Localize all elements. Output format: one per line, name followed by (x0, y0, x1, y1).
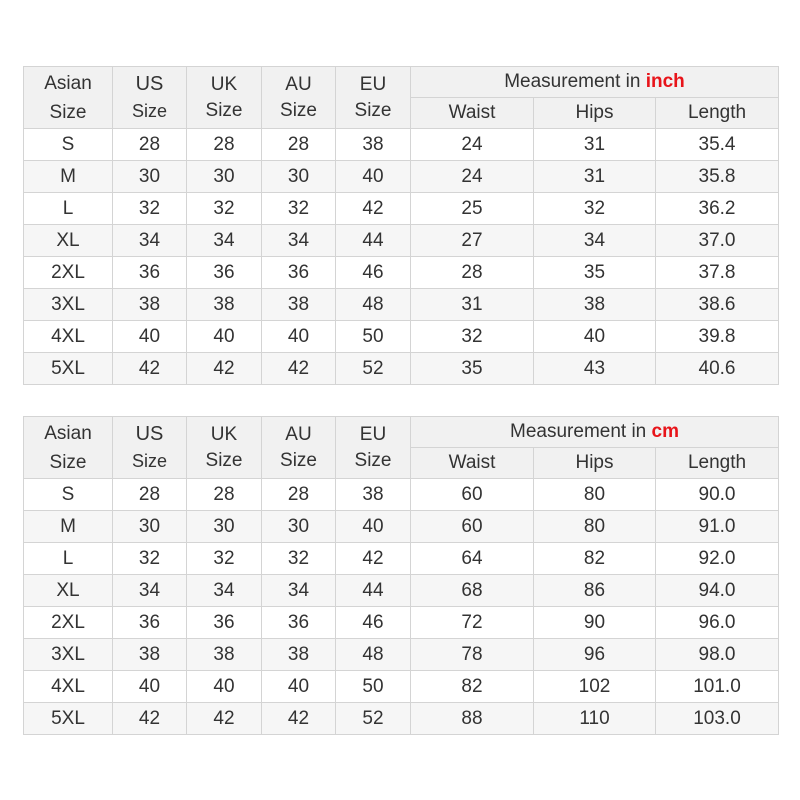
waist-cell: 32 (411, 321, 534, 353)
hips-cell: 110 (534, 703, 656, 735)
uk-size-cell: 28 (187, 129, 262, 161)
table-row (24, 353, 779, 385)
au-size-cell: 34 (262, 575, 336, 607)
inch-size-chart-table (23, 66, 779, 385)
au-size-cell: 38 (262, 639, 336, 671)
eu-size-cell: 52 (336, 353, 411, 385)
waist-cell: 24 (411, 129, 534, 161)
uk-size-header: UK Size (187, 417, 262, 479)
asian-size-cell: S (24, 129, 113, 161)
us-size-cell: 32 (113, 543, 187, 575)
eu-size-cell: 48 (336, 289, 411, 321)
hips-cell: 34 (534, 225, 656, 257)
measurement-unit: inch (645, 71, 685, 92)
waist-cell: 28 (411, 257, 534, 289)
asian-size-header: Asian Size (24, 67, 113, 129)
eu-size-cell: 38 (336, 479, 411, 511)
hips-cell: 82 (534, 543, 656, 575)
au-size-cell: 42 (262, 353, 336, 385)
uk-size-cell: 36 (187, 607, 262, 639)
asian-size-cell: 2XL (24, 257, 113, 289)
au-size-header: AU Size (262, 417, 336, 479)
table-row (24, 129, 779, 161)
table-row (24, 639, 779, 671)
uk-size-cell: 32 (187, 193, 262, 225)
waist-cell: 68 (411, 575, 534, 607)
asian-size-cell: XL (24, 225, 113, 257)
hips-cell: 96 (534, 639, 656, 671)
us-size-cell: 28 (113, 129, 187, 161)
au-size-cell: 36 (262, 257, 336, 289)
au-size-cell: 28 (262, 129, 336, 161)
eu-size-cell: 40 (336, 511, 411, 543)
waist-cell: 88 (411, 703, 534, 735)
eu-size-header: EU Size (336, 67, 411, 129)
au-size-cell: 30 (262, 511, 336, 543)
hips-cell: 90 (534, 607, 656, 639)
asian-size-cell: 3XL (24, 289, 113, 321)
uk-size-cell: 30 (187, 511, 262, 543)
length-header: Length (656, 448, 779, 479)
us-size-header: US Size (113, 417, 187, 479)
us-size-cell: 40 (113, 671, 187, 703)
waist-cell: 60 (411, 511, 534, 543)
eu-size-cell: 46 (336, 607, 411, 639)
length-cell: 38.6 (656, 289, 779, 321)
length-cell: 96.0 (656, 607, 779, 639)
table-row (24, 321, 779, 353)
waist-header: Waist (411, 448, 534, 479)
length-cell: 35.4 (656, 129, 779, 161)
us-size-cell: 42 (113, 353, 187, 385)
length-cell: 94.0 (656, 575, 779, 607)
au-size-header: AU Size (262, 67, 336, 129)
waist-header: Waist (411, 98, 534, 129)
us-size-cell: 28 (113, 479, 187, 511)
uk-size-cell: 42 (187, 703, 262, 735)
au-size-cell: 28 (262, 479, 336, 511)
au-size-cell: 42 (262, 703, 336, 735)
hips-cell: 32 (534, 193, 656, 225)
table-row (24, 671, 779, 703)
us-size-cell: 38 (113, 289, 187, 321)
length-cell: 90.0 (656, 479, 779, 511)
length-cell: 101.0 (656, 671, 779, 703)
measurement-header: Measurement in inch (411, 67, 779, 98)
asian-size-cell: 3XL (24, 639, 113, 671)
table-row (24, 511, 779, 543)
hips-header: Hips (534, 98, 656, 129)
cm-size-chart-table (23, 416, 779, 735)
waist-cell: 27 (411, 225, 534, 257)
table-row (24, 543, 779, 575)
length-cell: 36.2 (656, 193, 779, 225)
us-size-cell: 32 (113, 193, 187, 225)
us-size-header: US Size (113, 67, 187, 129)
us-size-cell: 30 (113, 161, 187, 193)
eu-size-cell: 52 (336, 703, 411, 735)
eu-size-cell: 46 (336, 257, 411, 289)
hips-cell: 80 (534, 479, 656, 511)
au-size-cell: 32 (262, 193, 336, 225)
table-row (24, 289, 779, 321)
asian-size-header: Asian Size (24, 417, 113, 479)
waist-cell: 35 (411, 353, 534, 385)
table-row (24, 225, 779, 257)
length-header: Length (656, 98, 779, 129)
waist-cell: 78 (411, 639, 534, 671)
table-row (24, 479, 779, 511)
waist-cell: 82 (411, 671, 534, 703)
hips-header: Hips (534, 448, 656, 479)
eu-size-cell: 42 (336, 543, 411, 575)
measurement-unit: cm (651, 421, 679, 442)
us-size-cell: 36 (113, 607, 187, 639)
hips-cell: 86 (534, 575, 656, 607)
uk-size-cell: 32 (187, 543, 262, 575)
asian-size-cell: M (24, 161, 113, 193)
au-size-cell: 40 (262, 671, 336, 703)
us-size-cell: 34 (113, 575, 187, 607)
table-row (24, 703, 779, 735)
asian-size-cell: L (24, 193, 113, 225)
uk-size-cell: 38 (187, 289, 262, 321)
au-size-cell: 30 (262, 161, 336, 193)
eu-size-cell: 50 (336, 671, 411, 703)
asian-size-cell: 4XL (24, 321, 113, 353)
hips-cell: 31 (534, 161, 656, 193)
us-size-cell: 34 (113, 225, 187, 257)
uk-size-cell: 34 (187, 575, 262, 607)
asian-size-cell: 4XL (24, 671, 113, 703)
us-size-cell: 36 (113, 257, 187, 289)
waist-cell: 24 (411, 161, 534, 193)
au-size-cell: 34 (262, 225, 336, 257)
asian-size-cell: S (24, 479, 113, 511)
hips-cell: 35 (534, 257, 656, 289)
length-cell: 92.0 (656, 543, 779, 575)
table-row (24, 607, 779, 639)
hips-cell: 31 (534, 129, 656, 161)
waist-cell: 60 (411, 479, 534, 511)
uk-size-cell: 30 (187, 161, 262, 193)
waist-cell: 25 (411, 193, 534, 225)
waist-cell: 64 (411, 543, 534, 575)
au-size-cell: 40 (262, 321, 336, 353)
us-size-cell: 40 (113, 321, 187, 353)
asian-size-cell: XL (24, 575, 113, 607)
hips-cell: 102 (534, 671, 656, 703)
hips-cell: 43 (534, 353, 656, 385)
au-size-cell: 32 (262, 543, 336, 575)
table-row (24, 161, 779, 193)
length-cell: 39.8 (656, 321, 779, 353)
uk-size-cell: 42 (187, 353, 262, 385)
eu-size-cell: 40 (336, 161, 411, 193)
asian-size-cell: 2XL (24, 607, 113, 639)
eu-size-cell: 38 (336, 129, 411, 161)
uk-size-header: UK Size (187, 67, 262, 129)
eu-size-header: EU Size (336, 417, 411, 479)
length-cell: 40.6 (656, 353, 779, 385)
uk-size-cell: 28 (187, 479, 262, 511)
waist-cell: 31 (411, 289, 534, 321)
au-size-cell: 38 (262, 289, 336, 321)
eu-size-cell: 50 (336, 321, 411, 353)
eu-size-cell: 44 (336, 575, 411, 607)
uk-size-cell: 40 (187, 671, 262, 703)
measurement-header: Measurement in cm (411, 417, 779, 448)
table-row (24, 575, 779, 607)
hips-cell: 80 (534, 511, 656, 543)
hips-cell: 38 (534, 289, 656, 321)
waist-cell: 72 (411, 607, 534, 639)
length-cell: 37.0 (656, 225, 779, 257)
table-row (24, 257, 779, 289)
asian-size-cell: 5XL (24, 703, 113, 735)
length-cell: 103.0 (656, 703, 779, 735)
length-cell: 98.0 (656, 639, 779, 671)
uk-size-cell: 38 (187, 639, 262, 671)
asian-size-cell: 5XL (24, 353, 113, 385)
au-size-cell: 36 (262, 607, 336, 639)
table-row (24, 193, 779, 225)
uk-size-cell: 36 (187, 257, 262, 289)
eu-size-cell: 48 (336, 639, 411, 671)
length-cell: 35.8 (656, 161, 779, 193)
length-cell: 91.0 (656, 511, 779, 543)
eu-size-cell: 42 (336, 193, 411, 225)
uk-size-cell: 34 (187, 225, 262, 257)
eu-size-cell: 44 (336, 225, 411, 257)
us-size-cell: 30 (113, 511, 187, 543)
uk-size-cell: 40 (187, 321, 262, 353)
us-size-cell: 42 (113, 703, 187, 735)
asian-size-cell: L (24, 543, 113, 575)
length-cell: 37.8 (656, 257, 779, 289)
us-size-cell: 38 (113, 639, 187, 671)
hips-cell: 40 (534, 321, 656, 353)
asian-size-cell: M (24, 511, 113, 543)
